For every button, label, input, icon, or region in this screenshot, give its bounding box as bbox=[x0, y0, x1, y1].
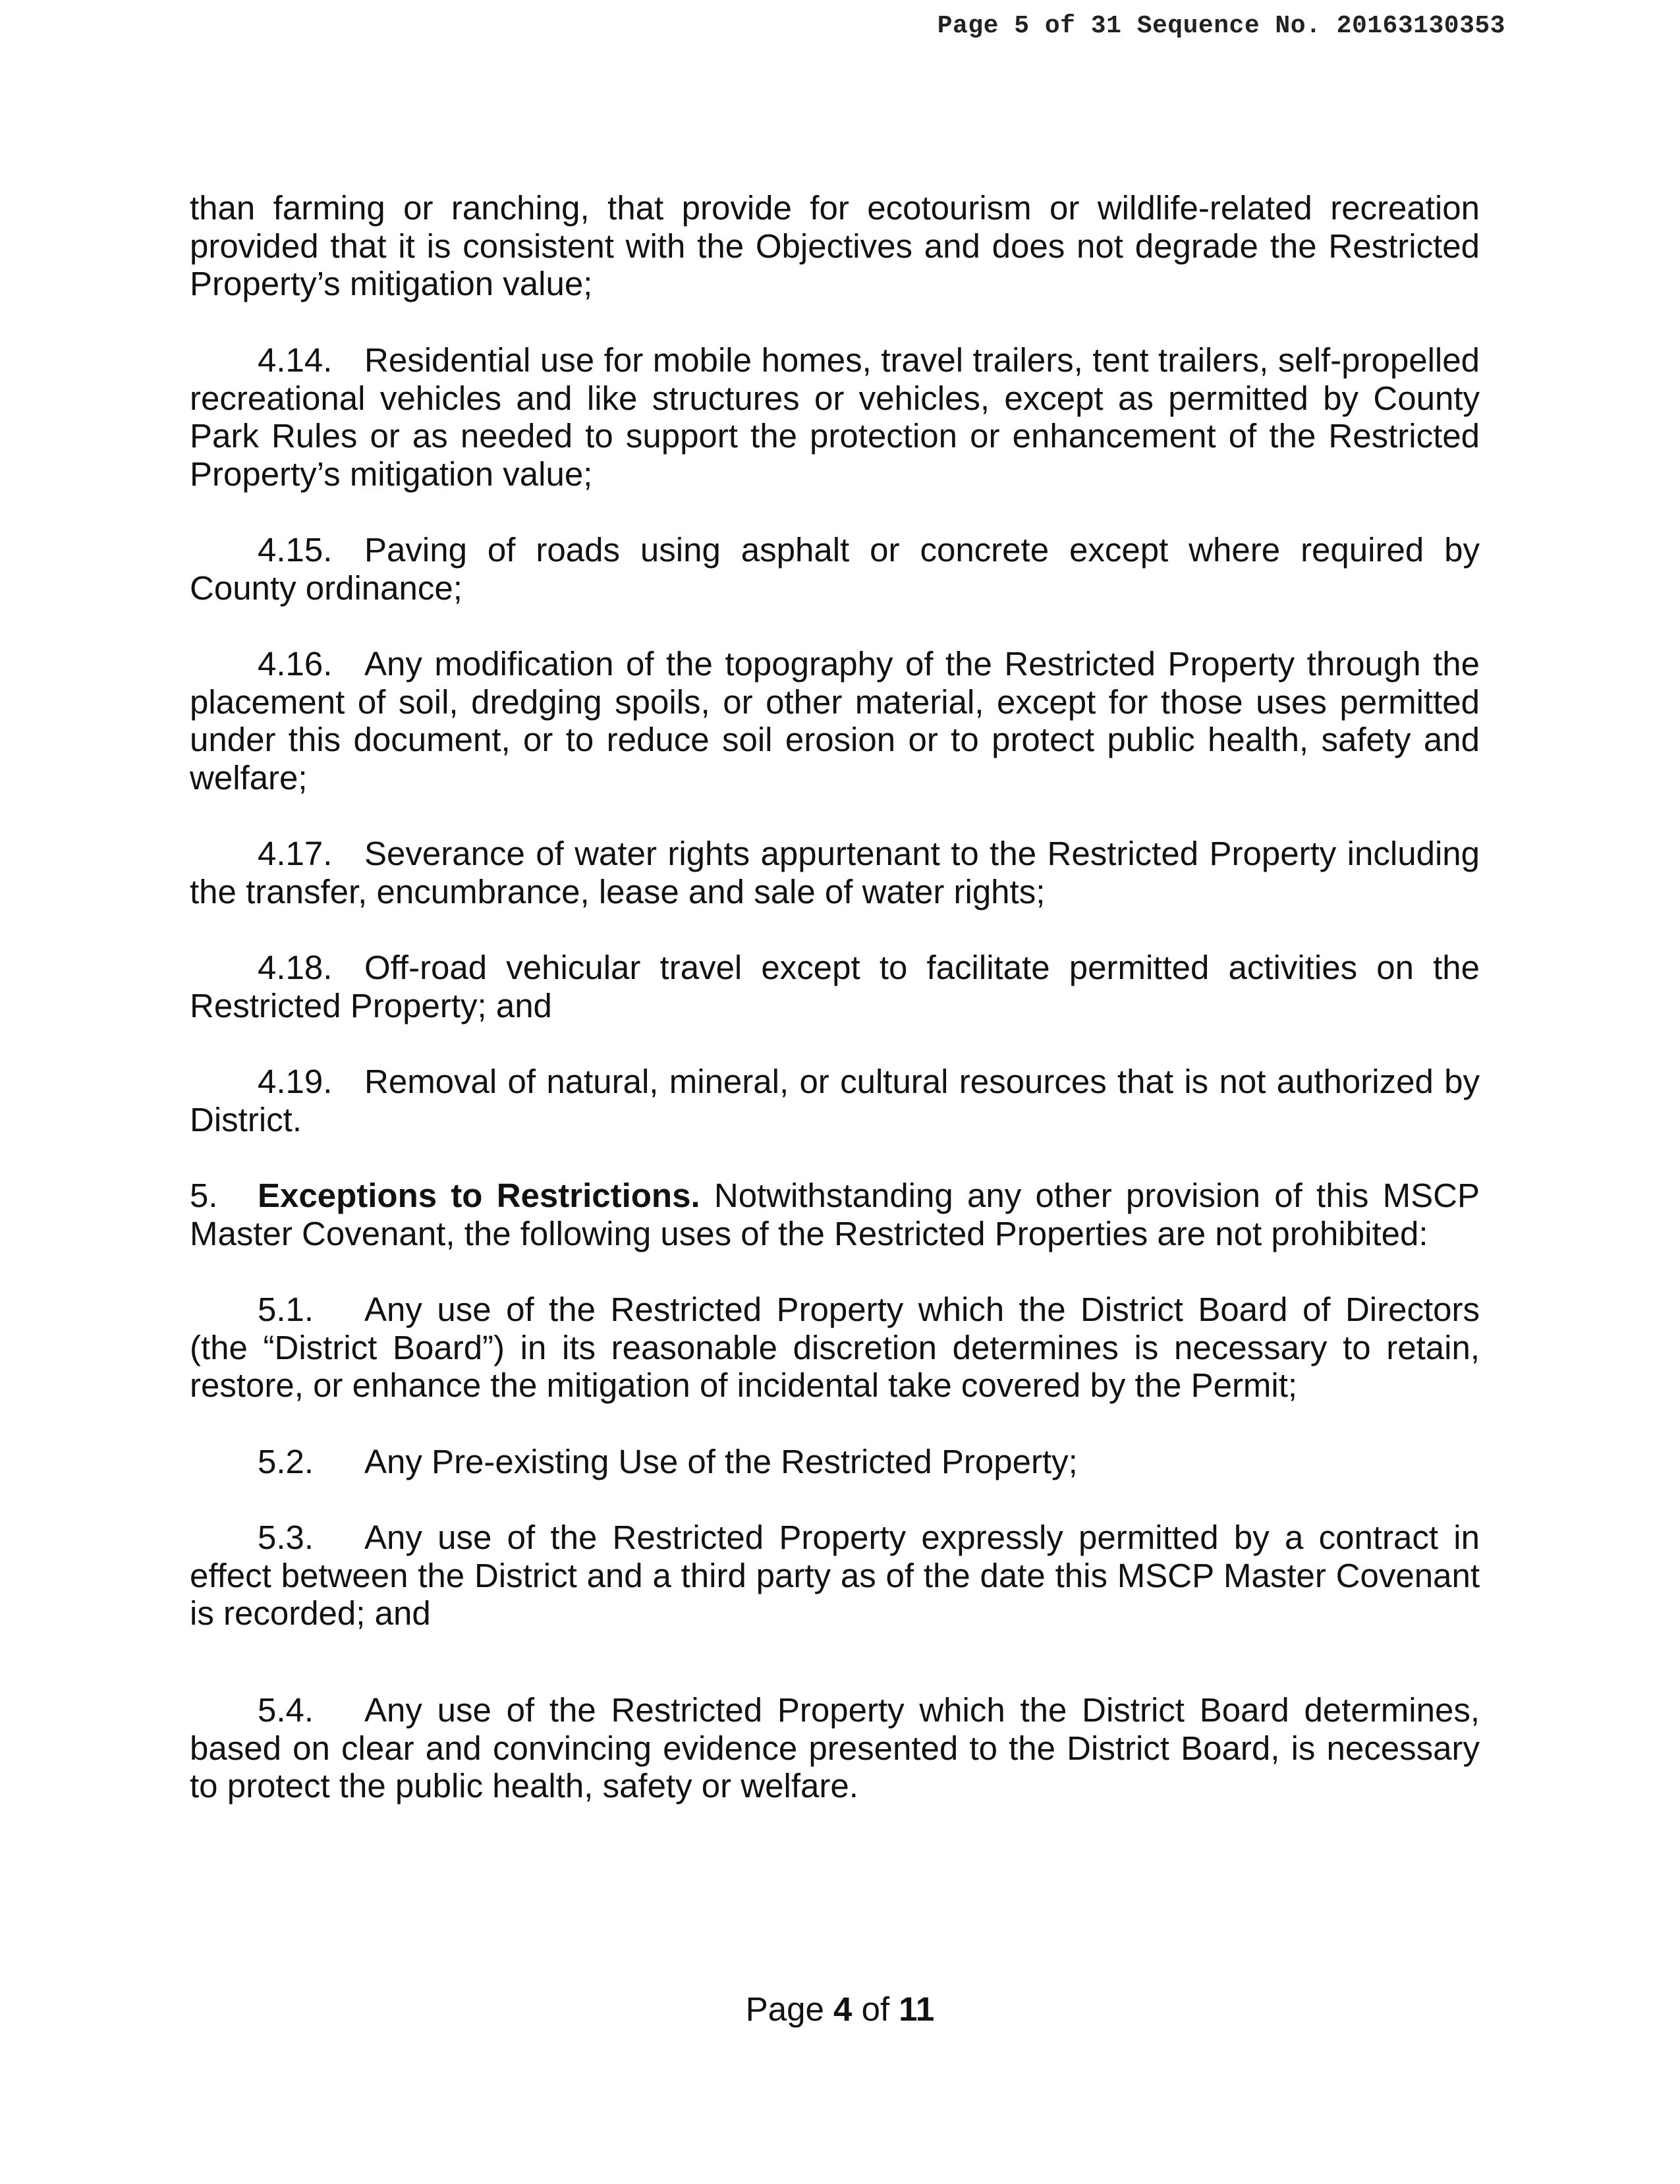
paragraph-number: 5.1. bbox=[258, 1291, 314, 1328]
section-number: 5. bbox=[190, 1177, 218, 1214]
footer-prefix: Page bbox=[745, 1990, 834, 2028]
footer-middle: of bbox=[852, 1990, 899, 2028]
paragraph-4-18 bbox=[190, 949, 1480, 1024]
section-text: Notwithstanding any other provision of this MSCP Master Covenant, the following uses of the Restricted Properties are not prohibited: bbox=[190, 1177, 1480, 1252]
paragraph-number: 4.19. bbox=[258, 1063, 333, 1100]
paragraph-5-4 bbox=[190, 1691, 1480, 1805]
paragraph-number: 4.16. bbox=[258, 645, 333, 683]
paragraph-number: 5.3. bbox=[258, 1519, 314, 1556]
paragraph-4-16 bbox=[190, 645, 1480, 797]
paragraph-4-15 bbox=[190, 531, 1480, 607]
page-footer bbox=[0, 1990, 1680, 2029]
paragraph-text: Any modification of the topography of the Restricted Property through the placement of soil, dredging spoils, or other material, except for those uses permitted under this document, or to reduce soil erosion or to protect public health, safety and welfare; bbox=[190, 645, 1480, 797]
paragraph-text: Off-road vehicular travel except to facilitate permitted activities on the Restricted Property; and bbox=[190, 949, 1480, 1024]
section-heading: Exceptions to Restrictions. bbox=[258, 1177, 700, 1214]
section-5 bbox=[190, 1177, 1480, 1252]
paragraph-text: Removal of natural, mineral, or cultural resources that is not authorized by District. bbox=[190, 1063, 1480, 1138]
paragraph-5-2 bbox=[190, 1443, 1480, 1481]
paragraph-number: 5.4. bbox=[258, 1691, 314, 1729]
paragraph-4-14 bbox=[190, 341, 1480, 493]
paragraph-text: Residential use for mobile homes, travel trailers, tent trailers, self-propelled recreational vehicles and like structures or vehicles, except as permitted by County Park Rules or as needed to support the protection or enhancement of the Restricted Property’s mitigation value; bbox=[190, 341, 1480, 493]
paragraph-continuation: than farming or ranching, that provide for ecotourism or wildlife-related recreation provided that it is consistent with the Objectives and does not degrade the Restricted Property’s mitigation value; bbox=[190, 189, 1480, 302]
footer-current-page: 4 bbox=[833, 1990, 853, 2028]
paragraph-5-1 bbox=[190, 1291, 1480, 1405]
paragraph-5-3 bbox=[190, 1519, 1480, 1633]
paragraph-text: Paving of roads using asphalt or concrete except where required by County ordinance; bbox=[190, 531, 1480, 607]
paragraph-text: Severance of water rights appurtenant to the Restricted Property including the transfer, encumbrance, lease and sale of water rights; bbox=[190, 835, 1480, 910]
sequence-stamp: Page 5 of 31 Sequence No. 20163130353 bbox=[937, 12, 1505, 40]
paragraph-number: 5.2. bbox=[258, 1443, 314, 1480]
paragraph-4-17 bbox=[190, 835, 1480, 910]
paragraph-number: 4.14. bbox=[258, 341, 333, 379]
paragraph-text: Any Pre-existing Use of the Restricted Property; bbox=[364, 1443, 1078, 1480]
paragraph-text: Any use of the Restricted Property which the District Board of Directors (the “District Board”) in its reasonable discretion determines is necessary to retain, restore, or enhance the mitigation of incidental take covered by the Permit; bbox=[190, 1291, 1480, 1404]
paragraph-text: Any use of the Restricted Property expressly permitted by a contract in effect between the District and a third party as of the date this MSCP Master Covenant is recorded; and bbox=[190, 1519, 1480, 1632]
footer-total-pages: 11 bbox=[899, 1990, 935, 2028]
paragraph-number: 4.15. bbox=[258, 531, 333, 569]
paragraph-number: 4.18. bbox=[258, 949, 333, 986]
paragraph-text: Any use of the Restricted Property which the District Board determines, based on clear and convincing evidence presented to the District Board, is necessary to protect the public health, safety or welfare. bbox=[190, 1691, 1480, 1805]
paragraph-number: 4.17. bbox=[258, 835, 333, 872]
paragraph-4-19 bbox=[190, 1063, 1480, 1138]
